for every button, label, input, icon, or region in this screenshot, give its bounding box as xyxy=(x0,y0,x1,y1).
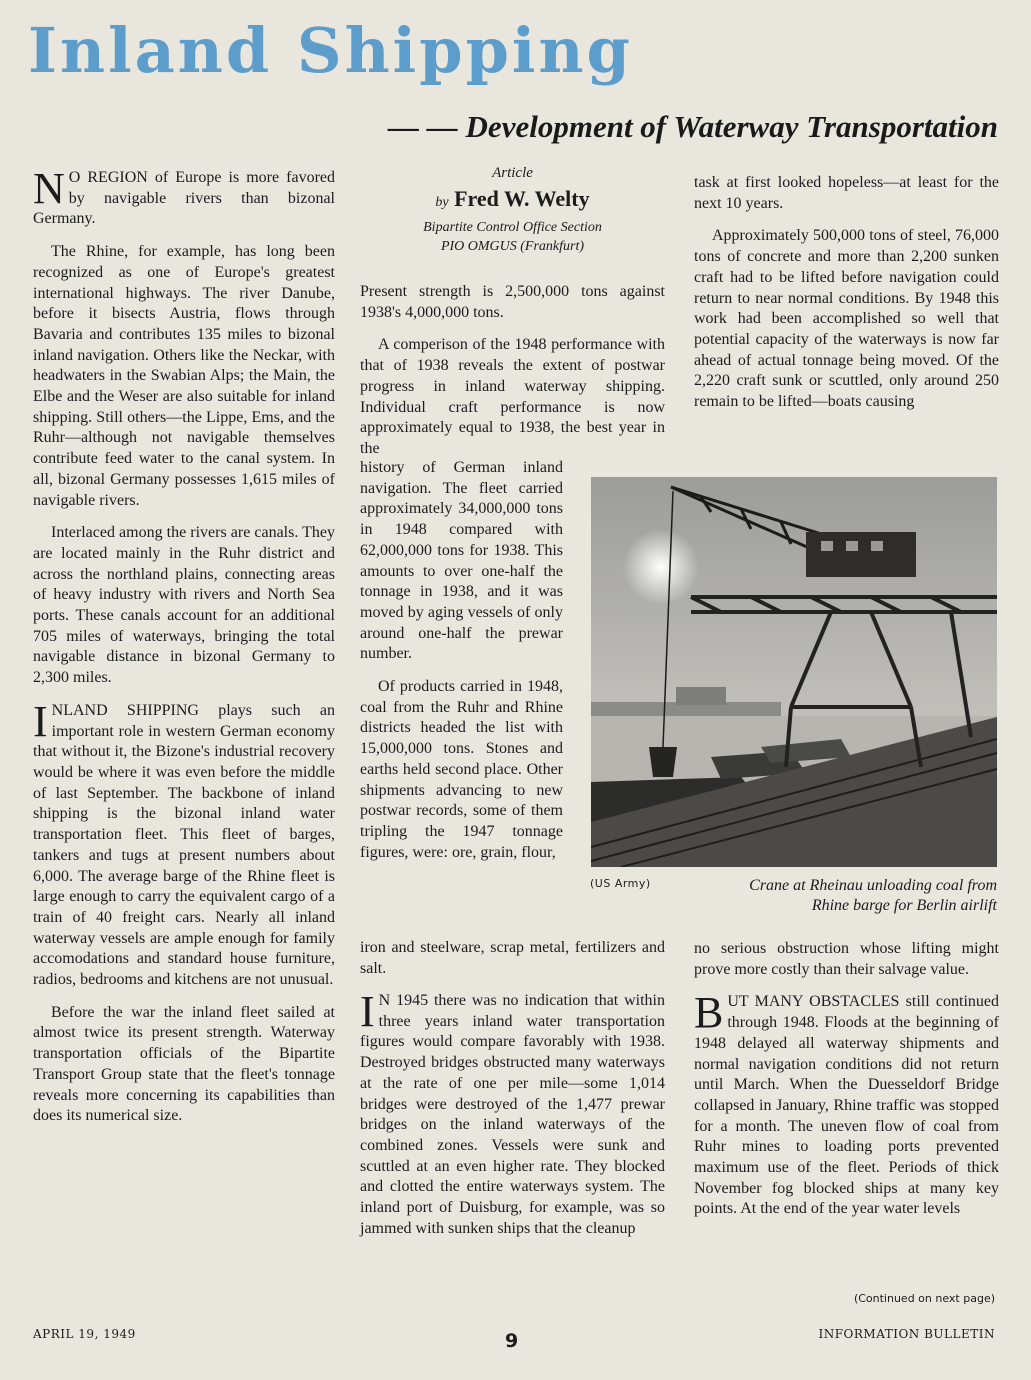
paragraph: Present strength is 2,500,000 tons against 1938's 4,000,000 tons. xyxy=(360,283,665,321)
distant-building xyxy=(676,687,726,705)
article-label: Article xyxy=(492,165,533,181)
article-subtitle: — — Development of Waterway Transportation xyxy=(388,109,998,144)
affiliation-line: Bipartite Control Office Section xyxy=(423,220,602,235)
crane-photo xyxy=(591,477,997,867)
cab-window xyxy=(846,541,858,551)
paragraph-text: N 1945 there was no indication that within three years inland water transportation figures would compare favorably with 1938. Destroyed bridges obstructed many waterways at the rate of one per mile—some 1,014 bridges were destroyed of the 1,477 prewar bridges on the inland waterways of the combined zones. Vessels were sunk and scuttled at an even higher rate. They blocked and clotted the entire waterways system. The inland port of Duisburg, for example, was so jammed with sunken ships that the cleanup xyxy=(360,992,665,1237)
column-2-bottom xyxy=(360,987,665,1251)
column-2-top xyxy=(360,282,665,472)
paragraph xyxy=(694,988,999,1220)
crane-cab xyxy=(806,532,916,577)
paragraph: no serious obstruction whose lifting might prove more costly than their salvage value. xyxy=(694,940,999,978)
cab-window xyxy=(871,541,883,551)
continued-note: (Continued on next page) xyxy=(853,1292,995,1305)
photo-caption: Crane at Rheinau unloading coal from Rhine barge for Berlin airlift xyxy=(749,877,997,914)
paragraph: Before the war the inland fleet sailed at almost twice its present strength. Waterway transportation officials of the Bipartite Transport Group state that the fleet's tonnage reveals more concerning its capabilities than does its numerical size. xyxy=(33,1003,335,1125)
byline xyxy=(360,165,665,256)
by-word: by xyxy=(435,195,449,210)
paragraph: task at first looked hopeless—at least for the next 10 years. xyxy=(694,174,999,212)
paragraph: Approximately 500,000 tons of steel, 76,000 tons of concrete and more than 2,200 sunken craft had to be lifted before navigation could return to near normal conditions. By 1948 this work had been accomplished so well that potential capacity of the waterways is now far ahead of actual tonnage being moved. Of the 2,220 craft sunk or scuttled, only around 250 remain to be lifted—boats causing xyxy=(694,227,999,411)
article-title: Inland Shipping xyxy=(28,14,633,87)
paragraph-text: UT MANY OBSTACLES still continued through 1948. Floods at the beginning of 1948 delayed all waterway shipments and normal navigation conditions did not return until March. When the Duesseldorf Bridge collapsed in January, Rhine traffic was stopped for a month. The uneven flow of coal from Ruhr mines to loading ports prevented maximum use of the fleet. Periods of thick November fog blocked ships at many key points. At the end of the year water levels xyxy=(694,993,999,1218)
drop-cap: I xyxy=(360,987,375,1036)
paragraph-text: NLAND SHIPPING plays such an important role in western German economy that without it, the Bizone's industrial recovery would be where it was even before the middle of last September. The backbone of inland shipping is the bizonal inland water transportation fleet. This fleet of barges, tankers and tugs at present numbers about 6,000. The average barge of the Rhine fleet is large enough to carry the equivalent cargo of a train of 40 freight cars. Nearly all inland waterway vessels are ample enough for family accomodations and standard house furniture, radios, bedrooms and kitchens are not unusual. xyxy=(33,701,335,989)
paragraph: Interlaced among the rivers are canals. They are located mainly in the Ruhr district and across the northland plains, connecting areas of heavy industry with rivers and North Sea ports. These canals account for an additional 705 miles of waterways, bringing the total navigable distance in bizonal Germany to 2,300 miles. xyxy=(33,524,335,687)
paragraph: A comperison of the 1948 performance with that of 1938 reveals the extent of postwar progress in inland waterway shipping. Individual craft performance is now approximately equal to 1938, the best year in the xyxy=(360,336,665,457)
paragraph: iron and steelware, scrap metal, fertilizers and salt. xyxy=(360,939,665,977)
affiliation-line: PIO OMGUS (Frankfurt) xyxy=(440,239,585,254)
column-1 xyxy=(33,164,335,1139)
paragraph-text: O REGION of Europe is more favored by navigable rivers than bizonal Germany. xyxy=(33,169,335,228)
grab-bucket xyxy=(649,747,677,777)
paragraph: The Rhine, for example, has long been recognized as one of Europe's greatest international highways. The river Danube, before it bisects Austria, flows through Bavaria and contributes 135 miles to bizonal inland navigation. Others like the Neckar, with headwaters in the Swabian Alps; the Main, the Elbe and the Weser are also suitable for inland shipping. Still others—the Lippe, Ems, and the Ruhr—although not navigable themselves contribute feed water to the canal system. In all, bizonal Germany possesses 1,615 miles of navigable rivers. xyxy=(33,243,335,509)
photo-credit: (US Army) xyxy=(590,877,651,890)
paragraph xyxy=(33,696,335,991)
author-line xyxy=(360,186,665,212)
page-number: 9 xyxy=(505,1330,519,1352)
footer-date: APRIL 19, 1949 xyxy=(33,1327,136,1341)
column-2-narrow xyxy=(360,458,563,875)
paragraph: history of German inland navigation. The fleet carried approximately 34,000,000 tons in 1948 compared with 62,000,000 tons for 1938. This amounts to over one-half the tonnage in 1938, and it was moved by aging vessels of only around one-half the prewar number. xyxy=(360,459,563,663)
column-3-top xyxy=(694,173,999,425)
light-glare xyxy=(623,529,699,605)
paragraph xyxy=(360,987,665,1239)
paragraph xyxy=(33,164,335,230)
drop-cap: B xyxy=(694,988,724,1038)
column-3-bottom xyxy=(694,939,999,1232)
footer-publication: INFORMATION BULLETIN xyxy=(818,1327,995,1341)
author-affiliation xyxy=(360,218,665,256)
crane-illustration xyxy=(591,477,997,867)
drop-cap: N xyxy=(33,164,65,213)
cab-window xyxy=(821,541,833,551)
drop-cap: I xyxy=(33,696,48,746)
column-2-wide xyxy=(360,938,665,991)
author-name: Fred W. Welty xyxy=(454,186,590,211)
paragraph: Of products carried in 1948, coal from the Ruhr and Rhine districts headed the list with 15,000,000 tons. Stones and earths held second place. Other shipments advancing to new postwar records, some of them tripling the 1947 tonnage figures, were: ore, grain, flour, xyxy=(360,678,563,861)
